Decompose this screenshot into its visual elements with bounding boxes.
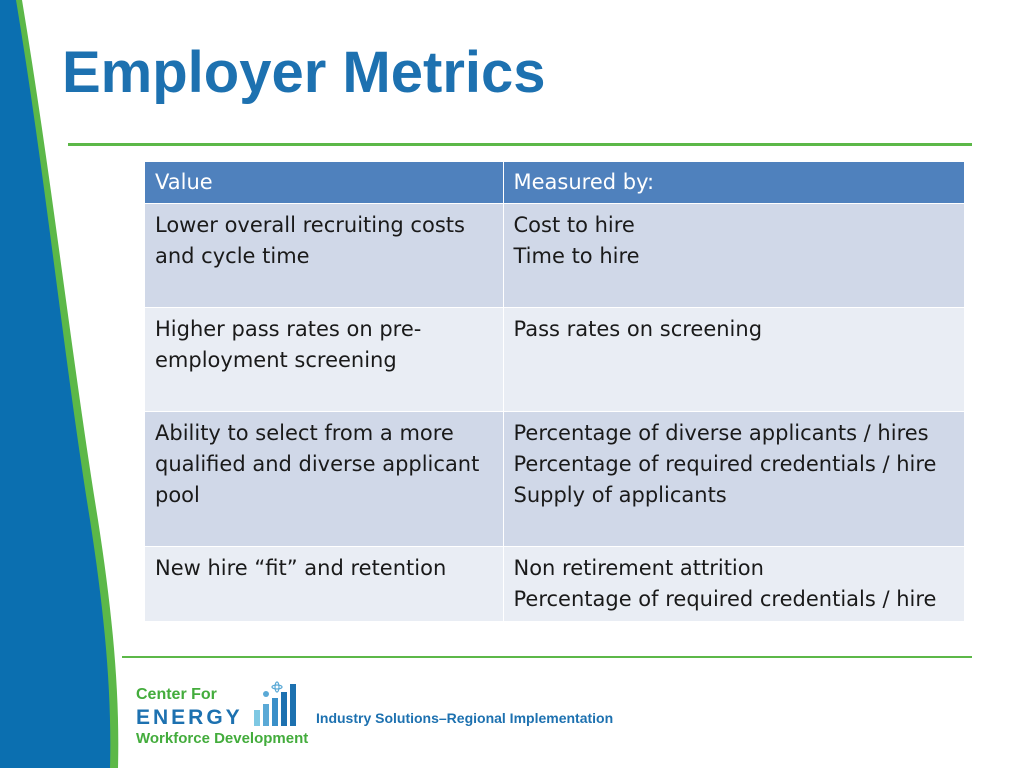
logo-line-center-for: Center For: [136, 686, 217, 703]
title-divider: [68, 143, 972, 146]
table-header-row: [145, 162, 964, 203]
value-cell: Higher pass rates on pre- employment screening: [145, 307, 503, 411]
table-row: [145, 411, 964, 546]
header-value: Value: [145, 162, 503, 203]
measured-by-cell: Percentage of diverse applicants / hires Percentage of required credentials / hire Supply of applicants: [503, 411, 964, 546]
metrics-table: [145, 162, 964, 621]
header-measured-by: Measured by:: [503, 162, 964, 203]
value-cell: Lower overall recruiting costs and cycle time: [145, 203, 503, 307]
logo-tagline: Industry Solutions–Regional Implementation: [316, 710, 614, 726]
table-row: [145, 307, 964, 411]
energy-bars-icon: [252, 680, 304, 728]
value-cell: Ability to select from a more qualified and diverse applicant pool: [145, 411, 503, 546]
footer-divider: [122, 656, 972, 658]
measured-by-cell: Non retirement attrition Percentage of required credentials / hire: [503, 546, 964, 621]
measured-by-cell: Pass rates on screening: [503, 307, 964, 411]
measured-by-cell: Cost to hire Time to hire: [503, 203, 964, 307]
logo-line-workforce: Workforce Development: [136, 730, 309, 747]
organization-logo: [136, 680, 614, 752]
table-row: [145, 546, 964, 621]
slide-title: Employer Metrics: [62, 40, 546, 105]
value-cell: New hire “fit” and retention: [145, 546, 503, 621]
logo-line-energy: ENERGY: [136, 706, 243, 729]
table-row: [145, 203, 964, 307]
left-decorative-band: [0, 0, 140, 768]
